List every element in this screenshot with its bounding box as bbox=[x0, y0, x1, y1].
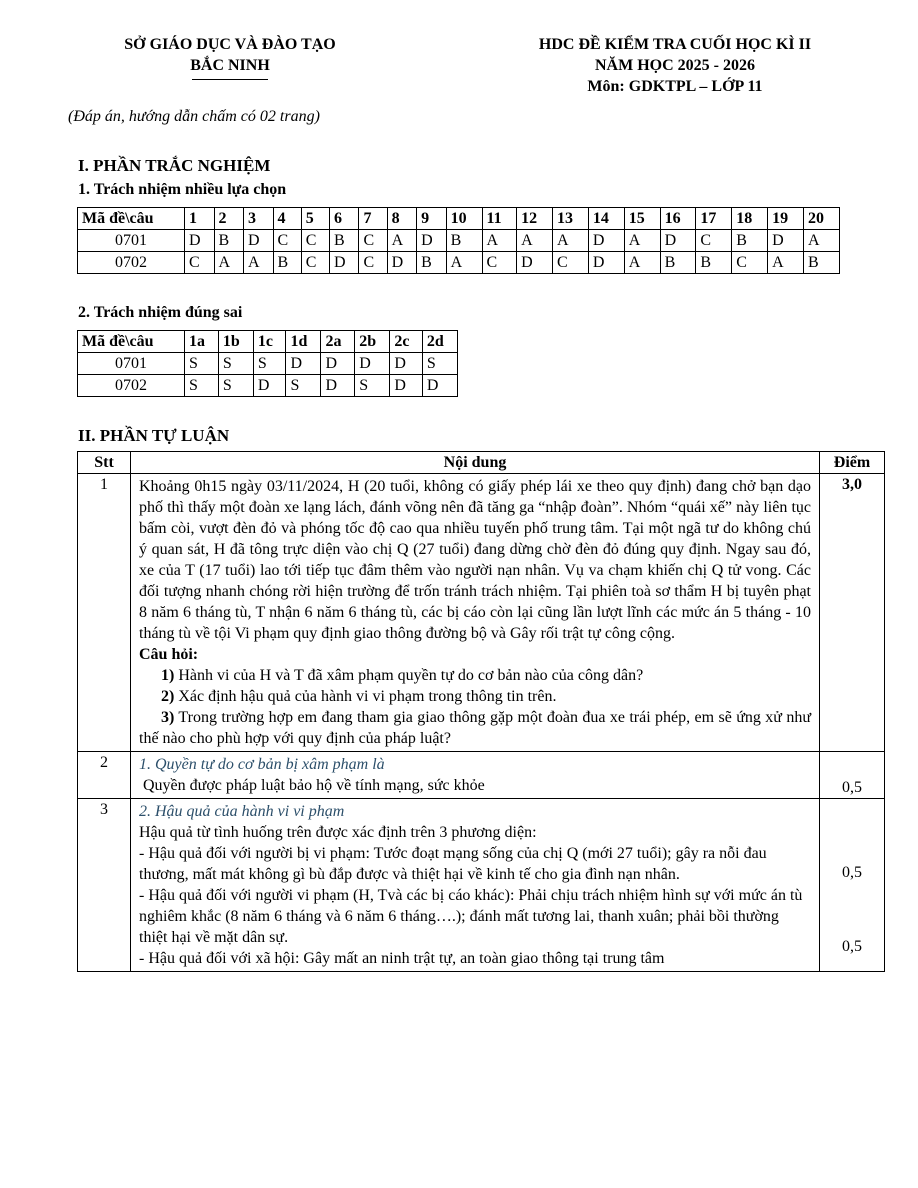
mc-question-header: 6 bbox=[329, 208, 359, 230]
mc-answer-cell: D bbox=[185, 230, 215, 252]
mc-question-header: 11 bbox=[482, 208, 517, 230]
mc-answer-cell: D bbox=[660, 230, 696, 252]
tf-answer-cell: S bbox=[355, 375, 390, 397]
col-points-header: Điểm bbox=[820, 452, 885, 474]
mc-answer-cell: A bbox=[552, 230, 588, 252]
mc-question-header: 18 bbox=[732, 208, 768, 230]
mc-answer-cell: D bbox=[768, 230, 804, 252]
header-left bbox=[60, 34, 400, 80]
school-year: NĂM HỌC 2025 - 2026 bbox=[595, 57, 755, 74]
mc-answer-cell: B bbox=[417, 252, 447, 274]
questions-label: Câu hỏi: bbox=[139, 646, 199, 663]
tf-question-header: 1b bbox=[218, 331, 253, 353]
mc-answer-cell: A bbox=[804, 230, 840, 252]
row-points: 0,5 bbox=[820, 752, 885, 799]
tf-answer-cell: D bbox=[321, 375, 355, 397]
mc-question-header: 16 bbox=[660, 208, 696, 230]
mc-answer-cell: C bbox=[482, 252, 517, 274]
essay-row-3 bbox=[78, 799, 885, 972]
mc-answer-cell: C bbox=[552, 252, 588, 274]
tf-question-header: 1a bbox=[185, 331, 219, 353]
row-stt: 3 bbox=[78, 799, 131, 972]
question-2-text: Xác định hậu quả của hành vi vi phạm trong thông tin trên. bbox=[174, 688, 557, 705]
mc-answer-cell: B bbox=[732, 230, 768, 252]
question-3-number: 3) bbox=[161, 709, 175, 726]
mc-code-cell: 0701 bbox=[78, 230, 185, 252]
mc-answer-cell: B bbox=[804, 252, 840, 274]
mc-answer-cell: C bbox=[185, 252, 215, 274]
tf-question-header: 1d bbox=[286, 331, 321, 353]
question-2 bbox=[139, 686, 811, 707]
mc-answer-cell: C bbox=[273, 230, 301, 252]
mc-answer-cell: A bbox=[768, 252, 804, 274]
tf-question-header: 2a bbox=[321, 331, 355, 353]
tf-answer-cell: S bbox=[218, 375, 253, 397]
answer-heading: 1. Quyền tự do cơ bản bị xâm phạm là bbox=[139, 756, 385, 773]
mc-answer-cell: C bbox=[359, 252, 387, 274]
part2-title: II. PHẦN TỰ LUẬN bbox=[78, 426, 230, 445]
tf-question-header: 1c bbox=[253, 331, 286, 353]
tf-code-cell: 0701 bbox=[78, 353, 185, 375]
tf-answer-cell: D bbox=[286, 353, 321, 375]
question-1-number: 1) bbox=[161, 667, 175, 684]
tf-answer-cell: D bbox=[355, 353, 390, 375]
case-passage: Khoảng 0h15 ngày 03/11/2024, H (20 tuổi, không có giấy phép lái xe theo quy định) đang chở bạn dạo phố thì thấy một đoàn xe lạng lách, đánh võng nên đã tăng ga “nhập đoàn”. Nhóm “quái xế” này liên tục bấm còi, vượt đèn đỏ và phóng tốc độ cao qua nhiều tuyến phố trung tâm. Tại một ngã tư do không chú ý quan sát, H đã tông trực diện vào chị Q (27 tuổi) đang dừng chờ đèn đỏ đúng quy định. Ngay sau đó, xe của T (17 tuổi) lao tới tiếp tục đâm thêm vào người nạn nhân. Vụ va chạm khiến chị Q tử vong. Các đối tượng nhanh chóng rời hiện trường để trốn tránh trách nhiệm. Tại phiên toà sơ thẩm H bị tuyên phạt 8 năm 6 tháng tù, T nhận 6 năm 6 tháng tù, các bị cáo còn lại cũng lần lượt lĩnh các mức án 5 tháng - 10 tháng tù về tội Vi phạm quy định giao thông đường bộ và Gây rối trật tự công cộng. bbox=[139, 478, 811, 642]
header-right bbox=[470, 34, 880, 97]
tf-answer-cell: S bbox=[185, 375, 219, 397]
mc-answer-cell: A bbox=[387, 230, 417, 252]
mc-title: 1. Trách nhiệm nhiều lựa chọn bbox=[78, 181, 287, 198]
mc-answer-cell: A bbox=[482, 230, 517, 252]
mc-question-header: 8 bbox=[387, 208, 417, 230]
row-stt: 1 bbox=[78, 474, 131, 752]
mc-question-header: 1 bbox=[185, 208, 215, 230]
tf-answer-cell: D bbox=[321, 353, 355, 375]
mc-answer-cell: D bbox=[588, 230, 624, 252]
mc-answer-cell: C bbox=[359, 230, 387, 252]
tf-answer-cell: S bbox=[286, 375, 321, 397]
province-name: BẮC NINH bbox=[190, 57, 270, 74]
row-content bbox=[131, 752, 820, 799]
mc-answer-cell: D bbox=[244, 230, 274, 252]
page-note: (Đáp án, hướng dẫn chấm có 02 trang) bbox=[68, 108, 320, 125]
row-points: 3,0 bbox=[820, 474, 885, 752]
answer-intro: Hậu quả từ tình huống trên được xác định trên 3 phương diện: bbox=[139, 824, 537, 841]
mc-answer-cell: A bbox=[214, 252, 244, 274]
mc-question-header: 20 bbox=[804, 208, 840, 230]
tf-answer-cell: S bbox=[185, 353, 219, 375]
mc-answer-cell: B bbox=[214, 230, 244, 252]
mc-header-row bbox=[78, 208, 840, 230]
mc-question-header: 7 bbox=[359, 208, 387, 230]
mc-question-header: 3 bbox=[244, 208, 274, 230]
mc-answer-cell: C bbox=[301, 252, 329, 274]
question-3-text: Trong trường hợp em đang tham gia giao thông gặp một đoàn đua xe trái phép, em sẽ ứng xử như thế nào cho phù hợp với quy định của pháp luật? bbox=[139, 709, 811, 747]
mc-question-header: 17 bbox=[696, 208, 732, 230]
question-1-text: Hành vi của H và T đã xâm phạm quyền tự do cơ bản nào của công dân? bbox=[174, 667, 644, 684]
tf-question-header: 2d bbox=[422, 331, 457, 353]
mc-answer-cell: A bbox=[624, 230, 660, 252]
tf-code-cell: 0702 bbox=[78, 375, 185, 397]
mc-answer-cell: A bbox=[244, 252, 274, 274]
essay-row-1 bbox=[78, 474, 885, 752]
tf-answer-cell: D bbox=[422, 375, 457, 397]
tf-header-label: Mã đề\câu bbox=[78, 331, 185, 353]
mc-answer-cell: B bbox=[696, 252, 732, 274]
row-content bbox=[131, 474, 820, 752]
mc-answer-cell: D bbox=[387, 252, 417, 274]
mc-answer-cell: A bbox=[446, 252, 482, 274]
row-content bbox=[131, 799, 820, 972]
mc-question-header: 9 bbox=[417, 208, 447, 230]
mc-answer-table bbox=[77, 207, 840, 274]
tf-answer-cell: S bbox=[218, 353, 253, 375]
part1-title: I. PHẦN TRẮC NGHIỆM bbox=[78, 156, 271, 175]
essay-table bbox=[77, 451, 885, 972]
tf-header-row bbox=[78, 331, 458, 353]
points-offender: 0,5 bbox=[842, 938, 862, 955]
col-stt-header: Stt bbox=[78, 452, 131, 474]
mc-answer-cell: D bbox=[329, 252, 359, 274]
mc-header-label: Mã đề\câu bbox=[78, 208, 185, 230]
tf-question-header: 2c bbox=[390, 331, 423, 353]
answer-heading: 2. Hậu quả của hành vi vi phạm bbox=[139, 803, 345, 820]
mc-answer-cell: C bbox=[301, 230, 329, 252]
mc-question-header: 5 bbox=[301, 208, 329, 230]
tf-answer-cell: D bbox=[390, 353, 423, 375]
answer-text: Quyền được pháp luật bảo hộ về tính mạng, sức khỏe bbox=[143, 777, 485, 794]
mc-answer-cell: B bbox=[273, 252, 301, 274]
question-3 bbox=[139, 707, 811, 749]
mc-question-header: 10 bbox=[446, 208, 482, 230]
row-points bbox=[820, 799, 885, 972]
mc-question-header: 2 bbox=[214, 208, 244, 230]
tf-answer-table bbox=[77, 330, 458, 397]
tf-answer-cell: S bbox=[253, 353, 286, 375]
exam-title: HDC ĐỀ KIỂM TRA CUỐI HỌC KÌ II bbox=[538, 36, 812, 53]
consequence-victim: - Hậu quả đối với người bị vi phạm: Tước đoạt mạng sống của chị Q (mới 27 tuổi); gây ra nỗi đau thương, mất mát không gì bù đắp được và thiệt hại về kinh tế cho gia đình nạn nhân. bbox=[139, 845, 767, 883]
tf-row-0701 bbox=[78, 353, 458, 375]
tf-question-header: 2b bbox=[355, 331, 390, 353]
question-2-number: 2) bbox=[161, 688, 175, 705]
mc-question-header: 15 bbox=[624, 208, 660, 230]
department-name: SỞ GIÁO DỤC VÀ ĐÀO TẠO bbox=[124, 36, 336, 53]
header-divider bbox=[192, 79, 268, 80]
mc-row-0702 bbox=[78, 252, 840, 274]
tf-title: 2. Trách nhiệm đúng sai bbox=[78, 304, 243, 321]
tf-answer-cell: D bbox=[390, 375, 423, 397]
mc-answer-cell: D bbox=[588, 252, 624, 274]
tf-row-0702 bbox=[78, 375, 458, 397]
essay-row-2 bbox=[78, 752, 885, 799]
mc-answer-cell: C bbox=[696, 230, 732, 252]
row-stt: 2 bbox=[78, 752, 131, 799]
mc-answer-cell: B bbox=[446, 230, 482, 252]
mc-answer-cell: D bbox=[417, 230, 447, 252]
col-content-header: Nội dung bbox=[131, 452, 820, 474]
points-victim: 0,5 bbox=[842, 864, 862, 881]
mc-row-0701 bbox=[78, 230, 840, 252]
question-1 bbox=[139, 665, 811, 686]
essay-header-row bbox=[78, 452, 885, 474]
mc-answer-cell: D bbox=[517, 252, 553, 274]
mc-code-cell: 0702 bbox=[78, 252, 185, 274]
mc-answer-cell: B bbox=[660, 252, 696, 274]
mc-answer-cell: A bbox=[624, 252, 660, 274]
mc-answer-cell: A bbox=[517, 230, 553, 252]
mc-answer-cell: B bbox=[329, 230, 359, 252]
tf-answer-cell: D bbox=[253, 375, 286, 397]
mc-question-header: 4 bbox=[273, 208, 301, 230]
subject-line: Môn: GDKTPL – LỚP 11 bbox=[587, 78, 763, 95]
tf-answer-cell: S bbox=[422, 353, 457, 375]
consequence-offender: - Hậu quả đối với người vi phạm (H, Tvà các bị cáo khác): Phải chịu trách nhiệm hình sự với mức án tù nghiêm khắc (8 năm 6 tháng và 6 năm 6 tháng….); đánh mất tương lai, thanh xuân; phải bồi thường thiệt hại về mặt dân sự. bbox=[139, 887, 803, 946]
mc-question-header: 12 bbox=[517, 208, 553, 230]
mc-answer-cell: C bbox=[732, 252, 768, 274]
consequence-society: - Hậu quả đối với xã hội: Gây mất an ninh trật tự, an toàn giao thông tại trung tâm bbox=[139, 950, 665, 967]
mc-question-header: 19 bbox=[768, 208, 804, 230]
mc-question-header: 13 bbox=[552, 208, 588, 230]
mc-question-header: 14 bbox=[588, 208, 624, 230]
